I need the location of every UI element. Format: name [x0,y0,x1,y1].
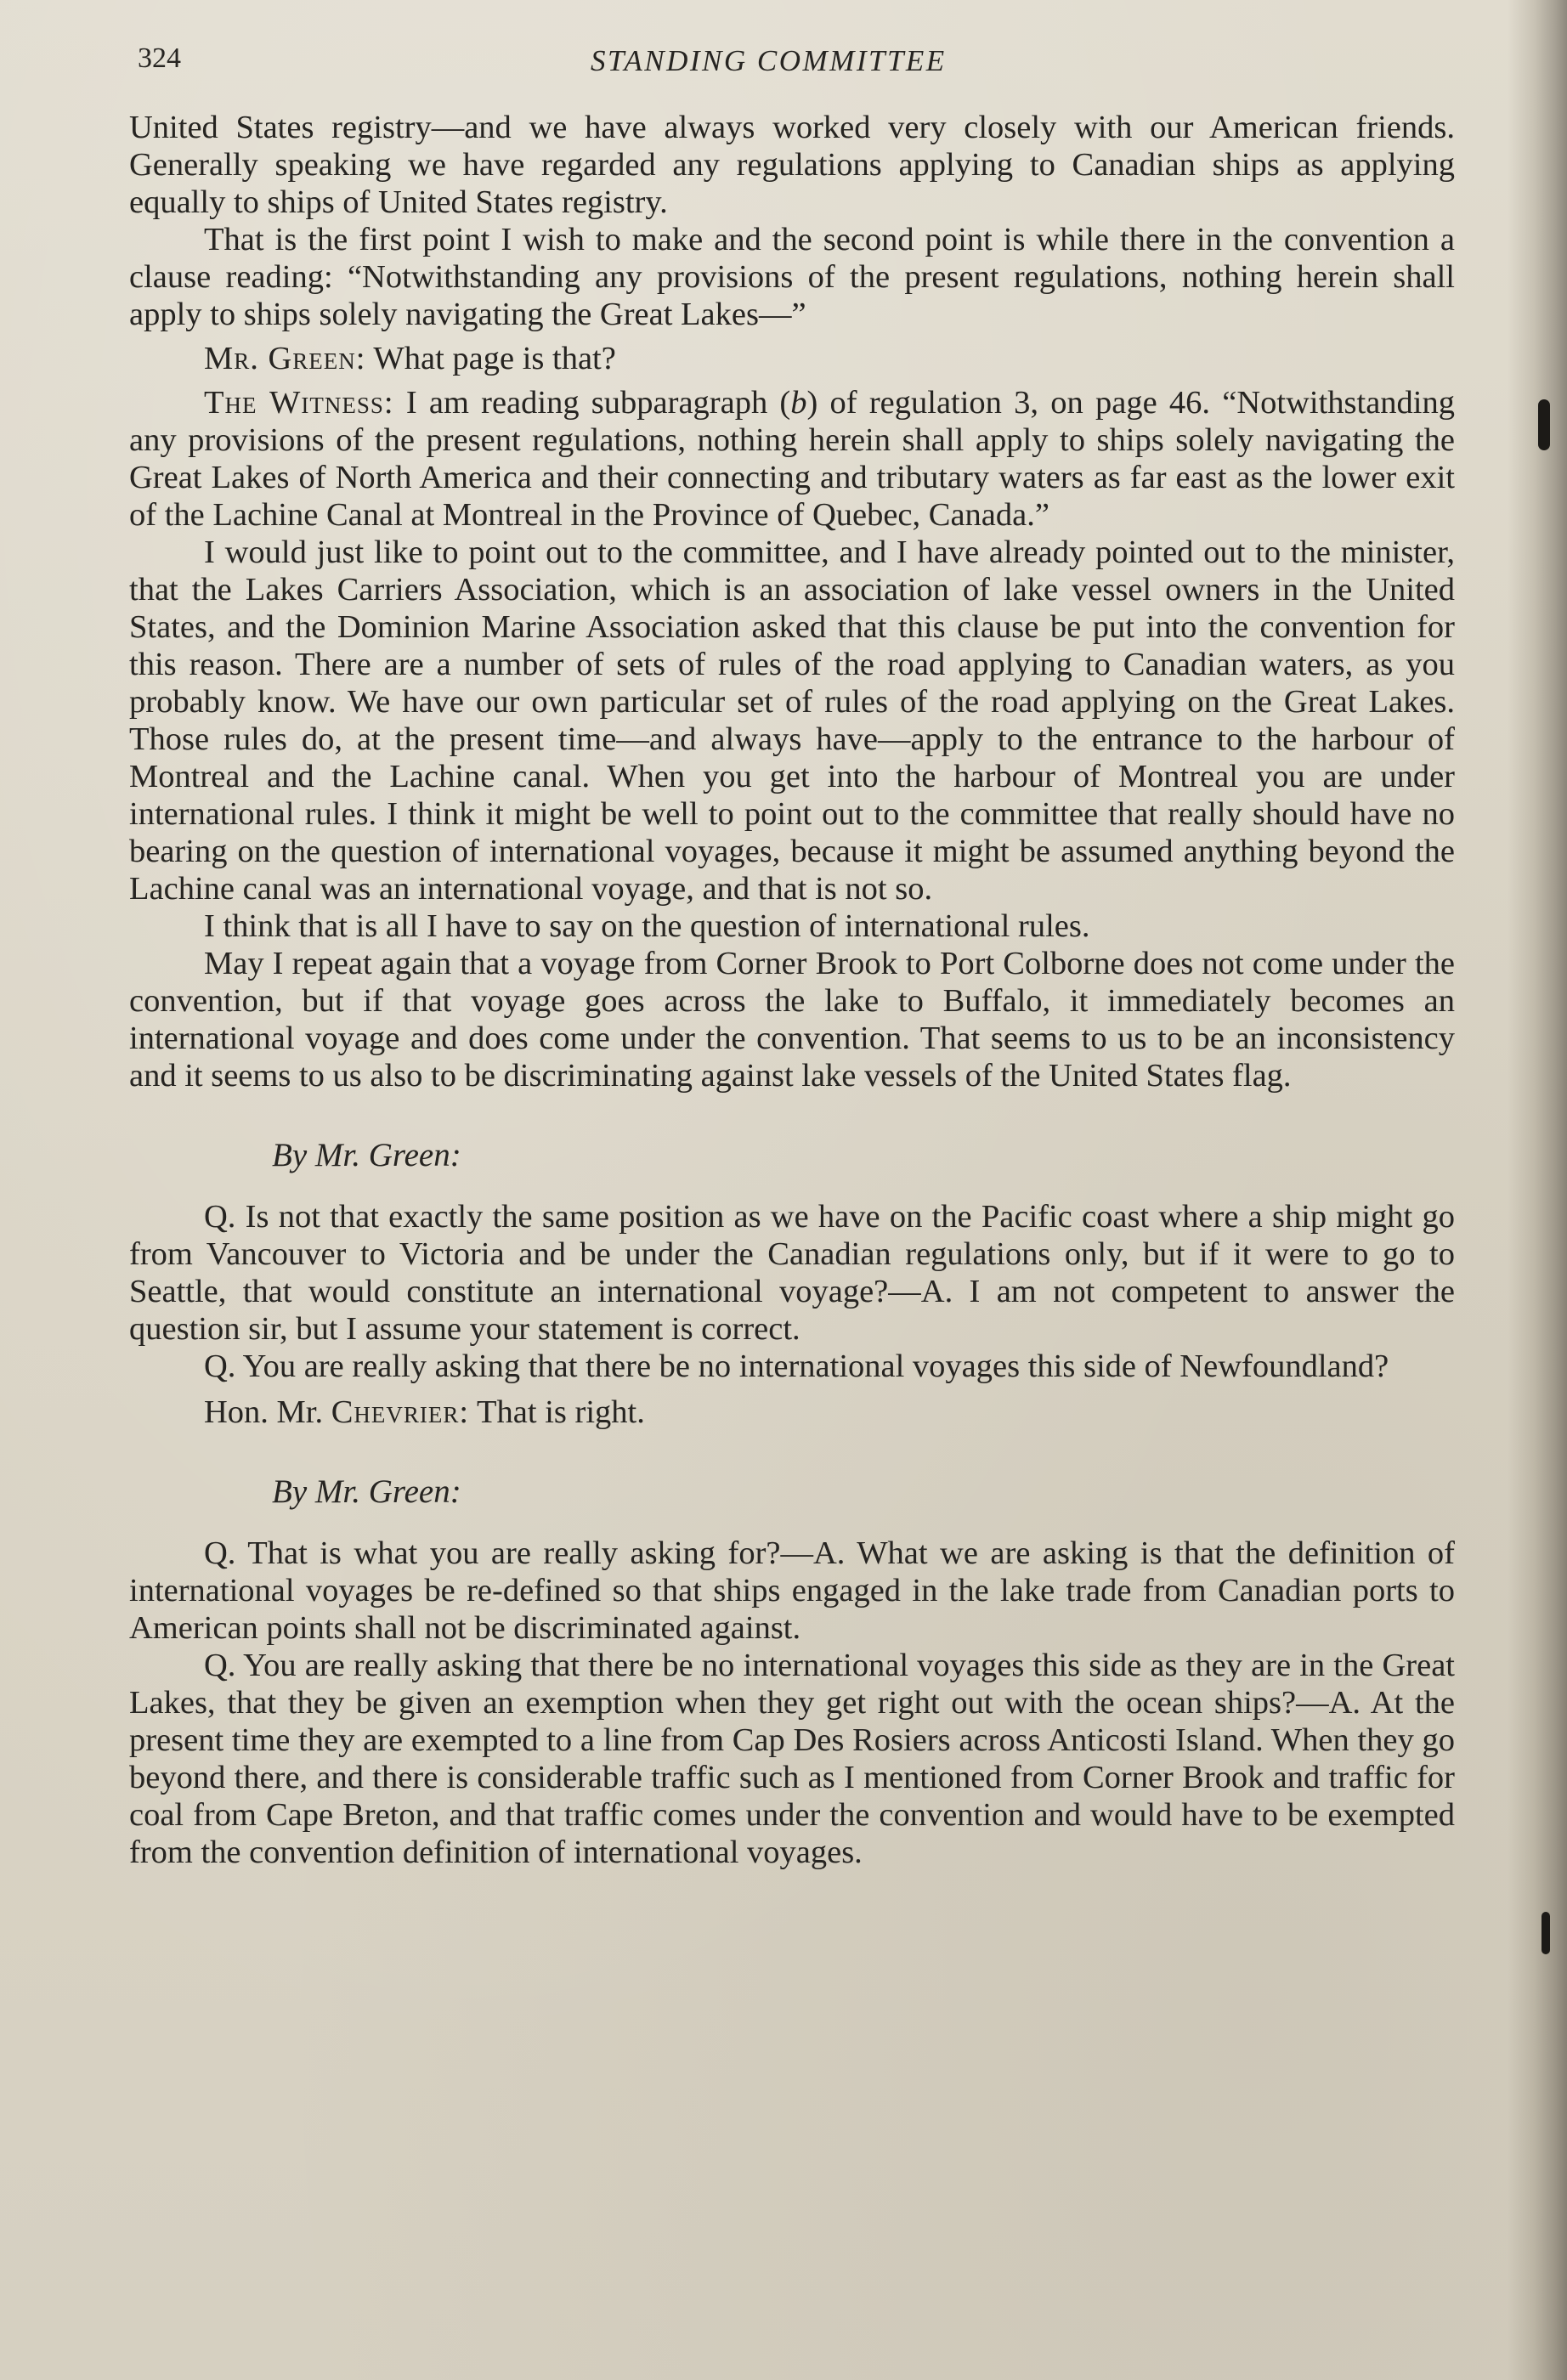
body-text [129,109,1455,1871]
question-exemption: Q. You are really asking that there be no international voyages this side as they are in the Great Lakes, that they be given an exemption when they get right out with the ocean ships?—A. At the present time they are exempted to a line from Cap Des Rosiers across Anticosti Island. When they go beyond there, and there is considerable traffic such as I mentioned from Corner Brook and traffic for coal from Cape Breton, and that traffic comes under the convention and would have to be exempted from the convention definition of international voyages. [129,1648,1455,1870]
speaker-name: The Witness: [204,385,394,421]
witness-paragraph [129,384,1455,534]
witness-text-italic: b [790,385,807,421]
byline-green: By Mr. Green: [272,1137,461,1173]
page-number: 324 [138,42,181,74]
question-newfoundland: Q. You are really asking that there be no international voyages this side of Newfoundland? [204,1348,1389,1384]
question-pacific-coast: Q. Is not that exactly the same position as we have on the Pacific coast where a ship might go from Vancouver to Victoria and be under the Canadian regulations only, but if it were to go to Seattle, that would constitute an international voyage?—A. I am not competent to answer the question sir, but I assume your statement is correct. [129,1199,1455,1347]
binding-edge-shadow [1508,0,1567,2380]
page-header [136,42,1453,93]
paragraph-corner-brook: May I repeat again that a voyage from Corner Brook to Port Colborne does not come under the convention, but if that voyage goes across the lake to Buffalo, it immediately becomes an international voyage and does come under the convention. That seems to us to be an inconsistency and it seems to us also to be discriminating against lake vessels of the United States flag. [129,946,1455,1094]
speaker-name: Mr. Green: [204,341,366,376]
witness-text-after: ) of regulation 3, on page 46. “Notwithstanding any provisions of the present regulations, nothing herein shall apply to ships solely navigating the Great Lakes of North America and their connecting and tributary waters as far east as the lower exit of the Lachine Canal at Montreal in the Province of Quebec, Canada.” [129,385,1456,533]
speaker-prefix: Hon. Mr. [204,1394,331,1430]
speaker-line-chevrier [129,1394,1455,1431]
paragraph-second-point: That is the first point I wish to make and the second point is while there in the convention a clause reading: “Notwithstanding any provisions of the present regulations, nothing herein shall apply to ships solely navigating the Great Lakes—” [129,222,1455,332]
running-head: STANDING COMMITTEE [591,44,947,77]
speaker-name: Chevrier: [331,1394,470,1430]
speaker-text: That is right. [469,1394,645,1430]
paragraph-continuation: United States registry—and we have always worked very closely with our American friends. Generally speaking we have regarded any regulations applying to Canadian ships as applying equally to ships of United States registry. [129,110,1455,220]
speaker-line-green [129,340,1455,377]
speaker-text: What page is that? [365,341,616,376]
witness-text-before: I am reading subparagraph ( [393,385,791,421]
paragraph-international-rules: I think that is all I have to say on the question of international rules. [204,908,1090,944]
binding-mark-top [1538,399,1550,450]
binding-mark-bottom [1542,1912,1550,1954]
question-definition: Q. That is what you are really asking for?—A. What we are asking is that the definition of international voyages be re-defined so that ships engaged in the lake trade from Canadian ports to American points shall not be discriminated against. [129,1535,1455,1646]
byline-green: By Mr. Green: [272,1473,461,1510]
paragraph-rules-of-road: I would just like to point out to the committee, and I have already pointed out to the minister, that the Lakes Carriers Association, which is an association of lake vessel owners in the United States, and the Dominion Marine Association asked that this clause be put into the convention for this reason. There are a number of sets of rules of the road applying to Canadian waters, as you probably know. We have our own particular set of rules of the road applying on the Great Lakes. Those rules do, at the present time—and always have—apply to the entrance to the harbour of Montreal and the Lachine canal. When you get into the harbour of Montreal you are under international rules. I think it might be well to point out to the committee that really should have no bearing on the question of international voyages, because it might be assumed anything beyond the Lachine canal was an international voyage, and that is not so. [129,534,1455,907]
